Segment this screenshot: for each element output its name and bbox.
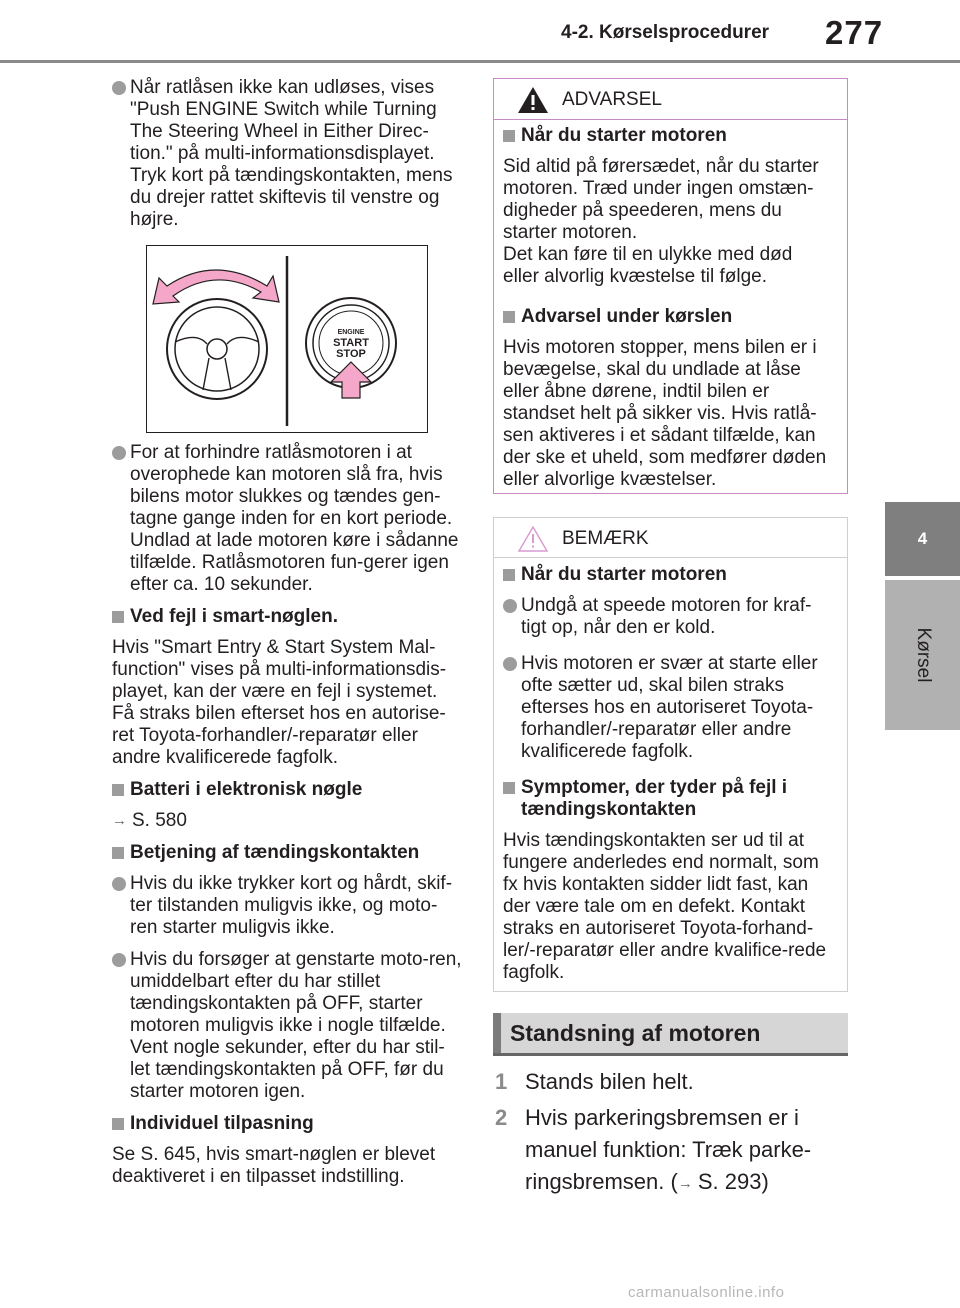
warning-box — [493, 78, 848, 494]
section-accent — [493, 1013, 501, 1053]
warning-paragraph-driving: Hvis motoren stopper, mens bilen er i bevægelse, skal du undlade at låse eller åbne dørene, indtil bilen er standset helt på sikker vis. Hvis ratlå-sen aktiveres i et sådant tilfælde, kan der ske et uheld, som medfører døden eller alvorlige kvæstelser. — [503, 337, 827, 490]
chapter-tab-label[interactable] — [885, 580, 960, 730]
notice-subheading-symptoms — [503, 777, 833, 821]
stop-steps — [495, 1066, 845, 1204]
square-bullet-icon — [503, 782, 515, 794]
warning-triangle-icon — [516, 85, 550, 115]
button-text-start: START — [333, 337, 369, 349]
arrow-right-icon: → — [677, 1175, 693, 1192]
notice-box — [493, 517, 848, 992]
subheading-text: Ved fejl i smart-nøglen. — [130, 606, 338, 627]
section-title-text: Standsning af motoren — [510, 1020, 761, 1046]
page-reference-link[interactable]: S. 580 — [132, 810, 187, 831]
list-item — [112, 77, 464, 231]
step-item — [495, 1102, 845, 1200]
left-column-main — [112, 442, 464, 1198]
paragraph-custom: Se S. 645, hvis smart-nøglen er blevet deaktiveret i en tilpasset indstilling. — [112, 1144, 436, 1187]
steering-wheel-figure — [146, 245, 428, 433]
notice-paragraph-symptoms: Hvis tændingskontakten ser ud til at fungere anderledes end normalt, som fx hvis kontakten sidder lidt fast, kan der være tale om en defekt. Kontakt straks en autoriseret Toyota-forhand-ler/-reparatør eller andre kvalifice-rede fagfolk. — [503, 830, 827, 983]
button-text-stop: STOP — [336, 348, 366, 360]
button-text-engine: ENGINE — [337, 329, 365, 336]
subheading-text: Symptomer, der tyder på fejl i tændingskontakten — [521, 777, 788, 820]
bullet-dot-icon — [503, 657, 517, 671]
notice-subheading-start — [503, 564, 833, 586]
notice-body — [503, 564, 833, 984]
step-item — [495, 1066, 845, 1098]
step-number: 2 — [495, 1105, 508, 1130]
bullet-text: Hvis motoren er svær at starte eller ofte sætter ud, skal bilen straks efterses hos en autoriseret Toyota-forhandler/-reparatør eller andre kvalificerede fagfolk. — [521, 653, 818, 762]
page-reference-link[interactable]: S. 293) — [697, 1169, 769, 1194]
square-bullet-icon — [112, 847, 124, 859]
subheading-custom — [112, 1113, 464, 1135]
list-item — [112, 442, 464, 596]
page-number: 277 — [825, 14, 884, 51]
subheading-text: Når du starter motoren — [521, 564, 727, 585]
warning-body — [503, 125, 833, 491]
bullet-dot-icon — [112, 953, 126, 967]
section-title: 4-2. Kørselsprocedurer — [561, 22, 770, 43]
watermark: carmanualsonline.info — [628, 1284, 785, 1301]
square-bullet-icon — [503, 130, 515, 142]
bullet-text: Hvis du forsøger at genstarte moto-ren, umiddelbart efter du har stillet tændingskontakten på OFF, starter motoren muligvis ikke i nogle tilfælde. Vent nogle sekunder, efter du har stil-let tændingskontakten på OFF, før du starter motoren igen. — [130, 949, 462, 1102]
subheading-smartkey — [112, 606, 464, 628]
subheading-operation — [112, 842, 464, 864]
step-text: Hvis parkeringsbremsen er i manuel funktion: Træk parke-ringsbremsen. ( — [525, 1105, 812, 1194]
warning-subheading-start — [503, 125, 833, 147]
bullet-text: Når ratlåsen ikke kan udløses, vises "Push ENGINE Switch while Turning The Steering Wheel in Either Direc-tion." på multi-informationsdisplayet. Tryk kort på tændingskontakten, mens du drejer rattet skiftevis til venstre og højre. — [130, 77, 453, 230]
list-item — [112, 873, 464, 939]
chapter-label: Kørsel — [912, 627, 934, 683]
square-bullet-icon — [503, 311, 515, 323]
warning-header — [494, 79, 847, 120]
paragraph-smartkey: Hvis "Smart Entry & Start System Mal-function" vises på multi-informationsdis-playet, kan der være en fejl i systemet. Få straks bilen efterset hos en autorise-ret Toyota-forhandler/-reparatør eller andre kvalificerede fagfolk. — [112, 637, 447, 768]
list-item — [112, 949, 464, 1103]
subheading-battery — [112, 779, 464, 801]
warning-title: ADVARSEL — [562, 89, 662, 110]
bullet-dot-icon — [112, 446, 126, 460]
arrow-right-icon: → — [112, 812, 127, 829]
warning-paragraph-consequence: Det kan føre til en ulykke med død eller alvorlig kvæstelse til følge. — [503, 244, 793, 287]
notice-title: BEMÆRK — [562, 528, 649, 549]
step-text: Stands bilen helt. — [525, 1069, 694, 1094]
square-bullet-icon — [112, 611, 124, 623]
square-bullet-icon — [112, 1118, 124, 1130]
subheading-text: Når du starter motoren — [521, 125, 727, 146]
warning-subheading-driving — [503, 306, 833, 328]
bullet-dot-icon — [112, 877, 126, 891]
subheading-text: Individuel tilpasning — [130, 1113, 314, 1134]
bullet-text: For at forhindre ratlåsmotoren i at overophede kan motoren slå fra, hvis bilens motor slukkes og tændes gen-tagne gange inden for en kort periode. Undlad at lade motoren køre i sådanne tilfælde. Ratlåsmotoren fun-gerer igen efter ca. 10 sekunder. — [130, 442, 459, 595]
section-heading — [493, 1013, 848, 1056]
step-number: 1 — [495, 1069, 508, 1094]
subheading-text: Batteri i elektronisk nøgle — [130, 779, 363, 800]
notice-header — [494, 518, 847, 558]
square-bullet-icon — [503, 569, 515, 581]
bullet-text: Hvis du ikke trykker kort og hårdt, skif-ter tilstanden muligvis ikke, og moto-ren starter muligvis ikke. — [130, 873, 453, 938]
steering-illustration-icon — [147, 246, 427, 432]
chapter-tab-number[interactable] — [885, 502, 960, 576]
subheading-text: Betjening af tændingskontakten — [130, 842, 420, 863]
bullet-dot-icon — [503, 599, 517, 613]
battery-reference[interactable] — [112, 810, 464, 832]
bullet-dot-icon — [112, 81, 126, 95]
subheading-text: Advarsel under kørslen — [521, 306, 733, 327]
bullet-text: Undgå at speede motoren for kraf-tigt op, når den er kold. — [521, 595, 812, 638]
caution-outline-icon — [516, 524, 550, 554]
list-item — [503, 653, 833, 763]
square-bullet-icon — [112, 784, 124, 796]
list-item — [503, 595, 833, 639]
header-rule — [0, 60, 960, 63]
left-column-top — [112, 77, 464, 241]
chapter-number: 4 — [917, 529, 928, 548]
warning-paragraph: Sid altid på førersædet, når du starter motoren. Træd under ingen omstæn-digheder på speederen, mens du starter motoren. — [503, 156, 819, 243]
